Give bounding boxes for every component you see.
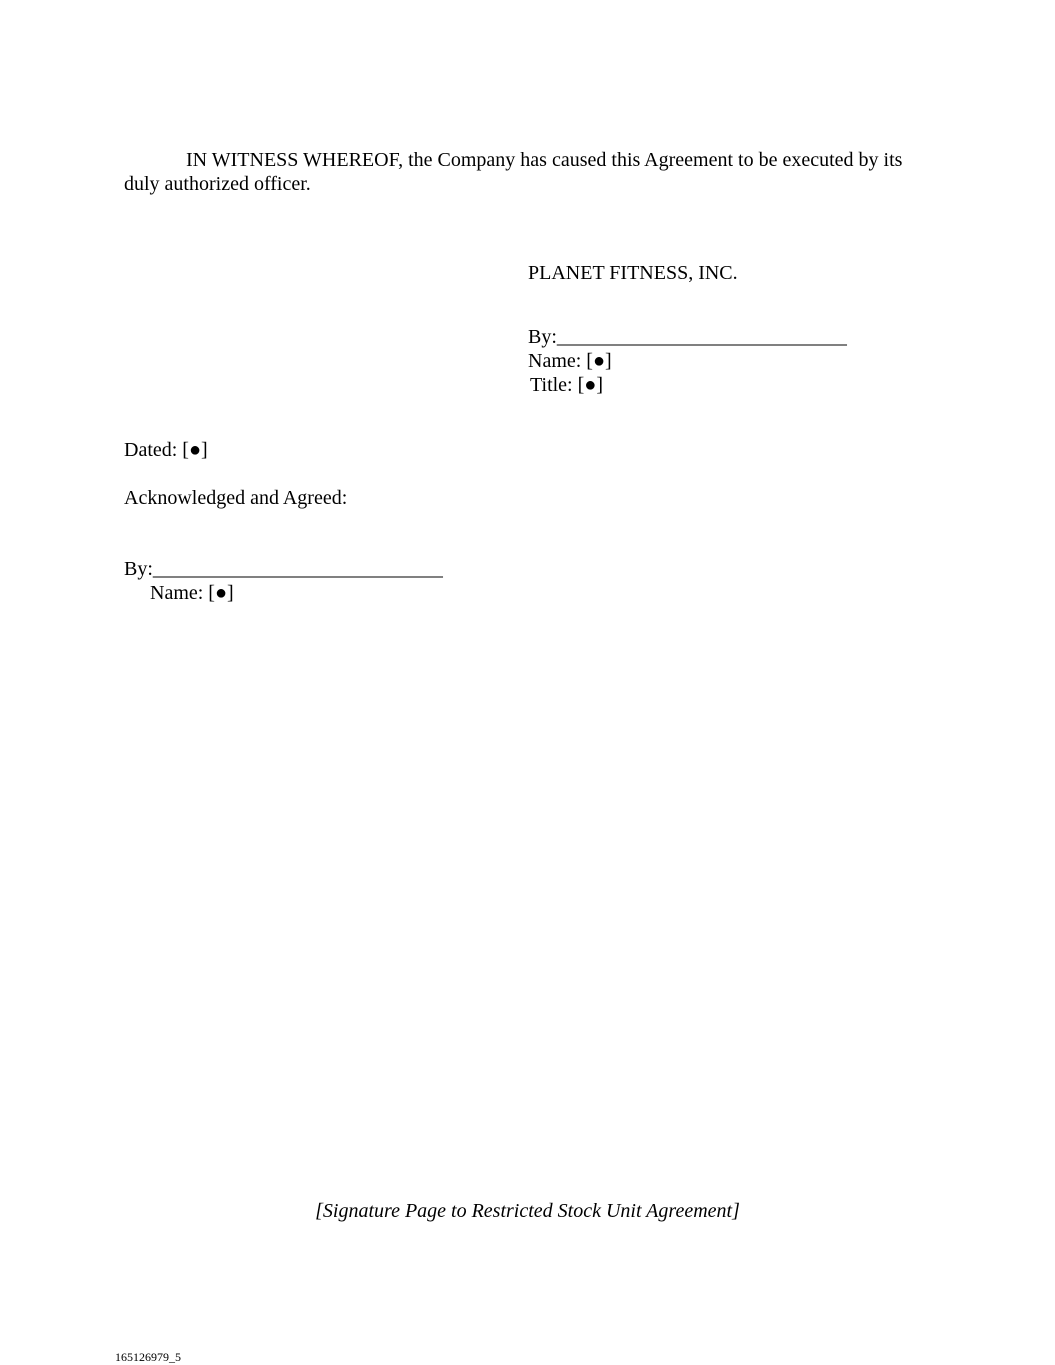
- company-name: PLANET FITNESS, INC.: [528, 262, 738, 284]
- employee-signature-line: By:_____________________________: [124, 558, 443, 580]
- document-id: 165126979_5: [115, 1350, 181, 1364]
- company-signer-name: Name: [●]: [528, 350, 612, 372]
- employee-name: Name: [●]: [150, 582, 234, 604]
- witness-paragraph: IN WITNESS WHEREOF, the Company has caused this Agreement to be executed by its duly authorized officer.: [124, 149, 903, 195]
- company-signature-line: By:_____________________________: [528, 326, 847, 348]
- signature-page-caption: [Signature Page to Restricted Stock Unit Agreement]: [315, 1200, 740, 1222]
- company-signer-title: Title: [●]: [530, 374, 604, 396]
- dated-line: Dated: [●]: [124, 439, 208, 461]
- acknowledged-label: Acknowledged and Agreed:: [124, 487, 348, 509]
